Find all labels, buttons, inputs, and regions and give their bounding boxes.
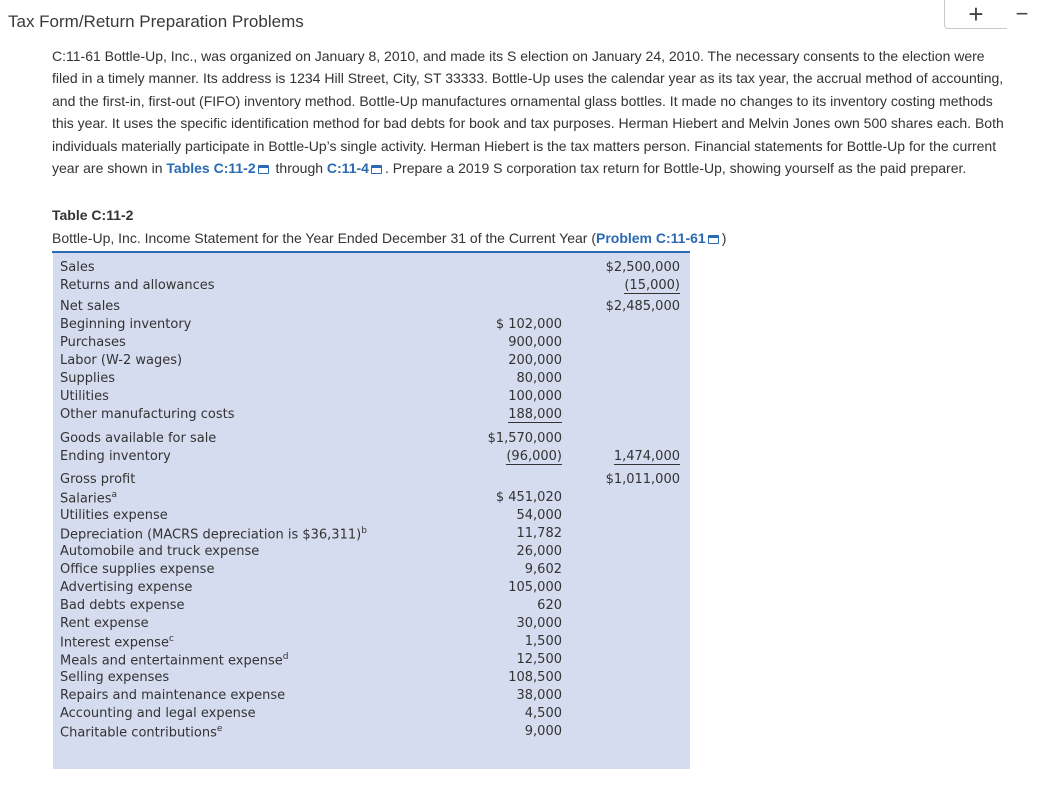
row-total: $2,485,000 [605,299,680,314]
row-amount: 11,782 [516,526,562,541]
row-amount: 100,000 [508,389,562,404]
footnote-marker: a [111,490,118,500]
footnote-marker: b [361,526,367,536]
footnote-marker: e [216,724,223,734]
row-label-text: Charitable contributions [60,725,217,741]
row-label [60,634,174,650]
row-amount: 30,000 [516,616,562,631]
row-amount: 4,500 [524,706,562,721]
statement-row [53,472,690,490]
row-label [60,526,367,542]
expand-button[interactable] [944,0,1007,29]
row-amount: 620 [537,598,562,613]
row-label: Automobile and truck expense [60,544,260,559]
row-amount: (96,000) [506,449,562,464]
row-amount: $ 102,000 [495,317,562,332]
statement-row [53,299,690,317]
problem-link[interactable]: Problem C:11-61 [595,230,706,246]
row-label: Gross profit [60,472,136,487]
row-amount: 105,000 [508,580,562,595]
row-label-text: Meals and entertainment expense [60,653,283,669]
row-amount: $ 451,020 [495,490,562,505]
row-label [60,652,288,668]
row-amount: 188,000 [508,407,562,422]
row-amount: 1,500 [524,634,562,649]
row-total: $2,500,000 [605,260,680,275]
statement-row [53,317,690,335]
row-amount: 80,000 [516,371,562,386]
row-amount: 108,500 [508,670,562,685]
popup-window-icon[interactable] [708,235,719,244]
row-label-text: Depreciation (MACRS depreciation is $36,311) [60,527,362,543]
table-c11-4-link[interactable]: C:11-4 [326,160,369,177]
row-label: Returns and allowances [60,278,215,293]
row-label: Repairs and maintenance expense [60,688,286,703]
row-label: Net sales [60,299,121,314]
problem-part2: through [271,160,327,177]
row-amount: 12,500 [516,652,562,667]
row-label: Purchases [60,335,126,350]
statement-row [53,724,690,742]
row-label: Goods available for sale [60,431,217,446]
table-caption [52,230,726,246]
minus-icon: − [1015,1,1029,26]
problem-text [52,45,1012,179]
statement-row [53,688,690,706]
popup-window-icon[interactable] [258,165,269,174]
page-title: Tax Form/Return Preparation Problems [8,12,304,31]
statement-row [53,580,690,598]
statement-row [53,562,690,580]
statement-row [53,490,690,508]
caption-end: ) [721,230,727,246]
statement-row [53,634,690,652]
row-total: $1,011,000 [605,472,680,487]
row-amount: 54,000 [516,508,562,523]
income-statement [53,253,690,769]
row-amount: 9,602 [524,562,562,577]
statement-row [53,431,690,449]
problem-part1: C:11-61 Bottle-Up, Inc., was organized on January 8, 2010, and made its S election on January 24, 2010. The necessary consents to the election were filed in a timely manner. Its address is 1234 Hill Street, City, ST 33333. Bottle-Up uses the calendar year as its tax year, the accrual method of accounting, and the first-in, first-out (FIFO) inventory method. Bottle-Up manufactures ornamental glass bottles. It made no changes to its inventory costing methods this year. It uses the specific identification method for bad debts for book and tax purposes. Herman Hiebert and Melvin Jones own 500 shares each. Both individuals materially participate in Bottle-Up’s single activity. Herman Hiebert is the tax matters person. Financial statements for Bottle-Up for the current year are shown in [52,48,1004,177]
row-label: Selling expenses [60,670,170,685]
row-label: Utilities expense [60,508,168,523]
footnote-marker: c [168,634,174,644]
window-controls [944,0,1039,30]
statement-row [53,508,690,526]
popup-window-icon[interactable] [371,165,382,174]
row-total: 1,474,000 [613,449,680,464]
row-amount: 26,000 [516,544,562,559]
statement-row [53,616,690,634]
row-label [60,490,117,506]
statement-row [53,544,690,562]
row-label: Beginning inventory [60,317,192,332]
row-label: Accounting and legal expense [60,706,256,721]
row-label-text: Salaries [60,491,112,507]
statement-row [53,371,690,389]
row-total: (15,000) [624,278,680,293]
statement-row [53,706,690,724]
statement-row [53,652,690,670]
minimize-button[interactable] [1007,0,1037,28]
row-amount: 9,000 [524,724,562,739]
row-label-text: Interest expense [60,635,169,651]
row-label: Labor (W-2 wages) [60,353,183,368]
row-amount: 900,000 [508,335,562,350]
row-label: Office supplies expense [60,562,215,577]
row-label: Utilities [60,389,109,404]
table-label: Table C:11-2 [52,207,134,223]
plus-icon: + [968,0,984,29]
row-label: Ending inventory [60,449,171,464]
statement-row [53,260,690,278]
statement-row [53,389,690,407]
tables-link[interactable]: Tables C:11-2 [166,160,256,177]
row-label: Advertising expense [60,580,193,595]
row-label: Rent expense [60,616,149,631]
statement-row [53,526,690,544]
statement-row [53,670,690,688]
statement-row [53,335,690,353]
row-amount: 200,000 [508,353,562,368]
row-label [60,724,222,740]
statement-row [53,598,690,616]
row-label: Sales [60,260,95,275]
statement-row [53,353,690,371]
row-amount: 38,000 [516,688,562,703]
problem-part3: . Prepare a 2019 S corporation tax return for Bottle-Up, showing yourself as the paid preparer. [384,160,967,177]
row-amount: $1,570,000 [487,431,562,446]
caption-text: Bottle-Up, Inc. Income Statement for the Year Ended December 31 of the Current Year ( [52,230,596,246]
footnote-marker: d [282,652,289,662]
row-label: Bad debts expense [60,598,185,613]
row-label: Supplies [60,371,115,386]
statement-row [53,407,690,425]
statement-row [53,278,690,296]
statement-row [53,449,690,467]
row-label: Other manufacturing costs [60,407,235,422]
